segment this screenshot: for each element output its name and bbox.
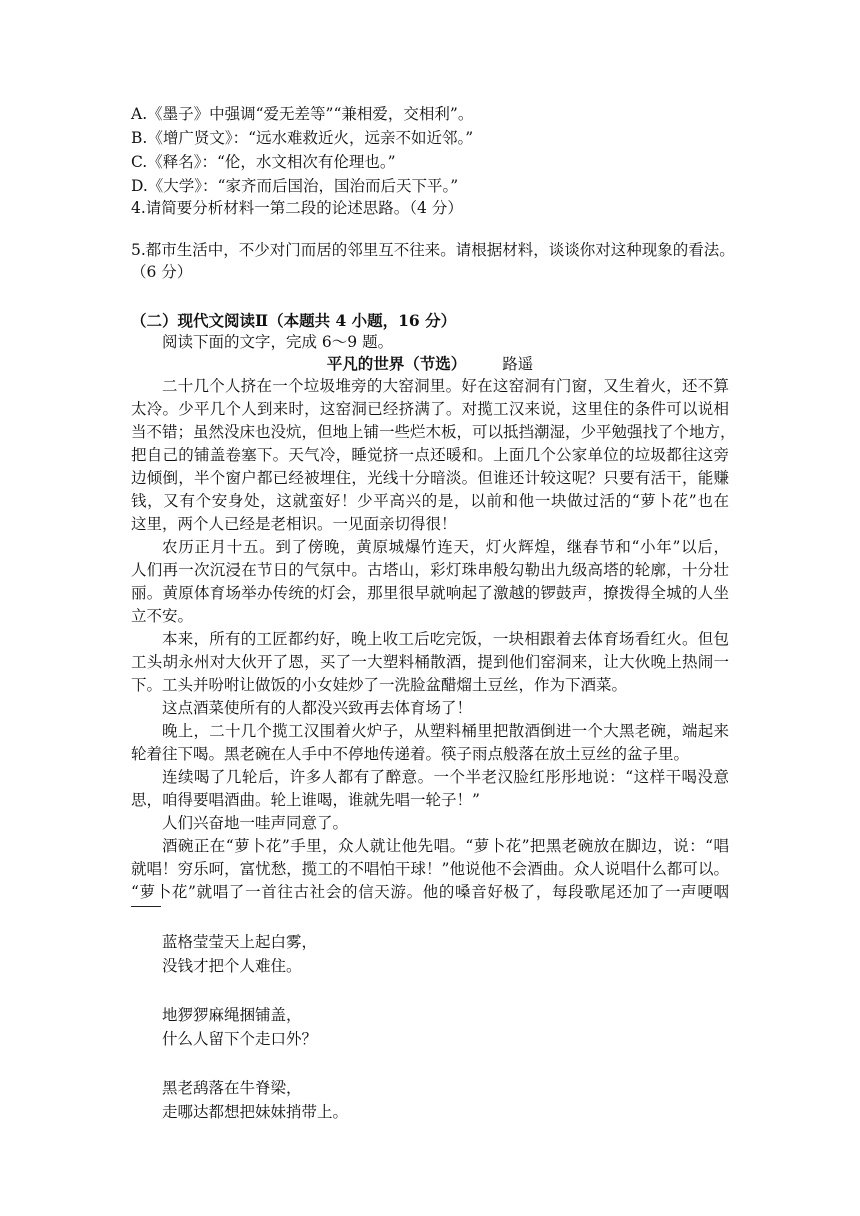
song-line: 黑老鸹落在牛脊梁， — [162, 1079, 302, 1097]
passage-line: 丽。黄原体育场举办传统的灯会，那里很早就响起了激越的锣鼓声，撩拨得全城的人坐 — [131, 584, 729, 602]
passage-line: 太冷。少平几个人到来时，这窑洞已经挤满了。对揽工汉来说，这里住的条件可以说相 — [131, 400, 729, 418]
passage-line: 思，咱得要唱酒曲。轮上谁喝，谁就先唱一轮子！” — [131, 791, 480, 809]
section-instruction: 阅读下面的文字，完成 6～9 题。 — [162, 333, 394, 351]
passage-line: 酒碗正在“萝卜花”手里，众人就让他先唱。“萝卜花”把黑老碗放在脚边，说：“唱 — [162, 837, 729, 855]
passage-line: 下。工头并吩咐让做饭的小女娃炒了一洗脸盆醋熘土豆丝，作为下酒菜。 — [131, 676, 628, 694]
song-line: 走哪达都想把妹妹捎带上。 — [162, 1103, 349, 1121]
option-c: C.《释名》：“伦，水文相次有伦理也。” — [131, 153, 396, 171]
song-line: 什么人留下个走口外？ — [162, 1030, 318, 1048]
passage-line: 二十几个人挤在一个垃圾堆旁的大窑洞里。好在这窑洞有门窗，又生着火，还不算 — [162, 377, 729, 395]
song-line: 蓝格莹莹天上起白雾， — [162, 933, 318, 951]
passage-title-line — [0, 354, 860, 374]
passage-line: 把自己的铺盖卷塞下。天气冷，睡觉挤一点还暖和。上面几个公家单位的垃圾都往这旁 — [131, 446, 729, 464]
passage-line: 轮着往下喝。黑老碗在人手中不停地传递着。筷子雨点般落在放土豆丝的盆子里。 — [131, 745, 690, 763]
option-b: B.《增广贤文》：“远水难救近火，远亲不如近邻。” — [131, 129, 474, 147]
question-5-score: （6 分） — [131, 263, 193, 281]
question-5-line: 5.都市生活中，不少对门而居的邻里互不往来。请根据材料，谈谈你对这种现象的看法。 — [131, 241, 735, 259]
passage-line: 连续喝了几轮后，许多人都有了醉意。一个半老汉脸红彤彤地说：“这样干喝没意 — [162, 768, 729, 786]
passage-line: 就唱！穷乐呵，富忧愁，揽工的不唱怕干球！”他说他不会酒曲。众人说唱什么都可以。 — [131, 860, 729, 878]
passage-line: 这里，两个人已经是老相识。一见面亲切得很！ — [131, 515, 457, 533]
passage-line: 本来，所有的工匠都约好，晚上收工后吃完饭，一块相跟着去体育场看红火。但包 — [162, 630, 729, 648]
option-d: D.《大学》：“家齐而后国治，国治而后天下平。” — [131, 177, 459, 195]
passage-line: 人们兴奋地一哇声同意了。 — [162, 814, 349, 832]
question-4: 4.请简要分析材料一第二段的论述思路。（4 分） — [131, 199, 463, 217]
passage-line: 晚上，二十几个揽工汉围着火炉子，从塑料桶里把散酒倒进一个大黑老碗，端起来 — [162, 722, 729, 740]
passage-line: 立不安。 — [131, 607, 194, 625]
passage-line: 农历正月十五。到了傍晚，黄原城爆竹连天，灯火辉煌，继春节和“小年”以后， — [162, 538, 729, 556]
passage-line: “萝卜花”就唱了一首往古社会的信天游。他的嗓音好极了，每段歌尾还加了一声哽咽 — [131, 883, 729, 901]
option-a: A.《墨子》中强调“爱无差等”“兼相爱，交相利”。 — [131, 105, 474, 123]
section-heading: （二）现代文阅读Ⅱ（本题共 4 小题，16 分） — [131, 311, 457, 330]
passage-line: 人们再一次沉浸在节日的气氛中。古塔山，彩灯珠串般勾勒出九级高塔的轮廓，十分壮 — [131, 561, 729, 579]
passage-line: 边倾倒，半个窗户都已经被埋住，光线十分暗淡。但谁还计较这呢？只要有活干，能赚 — [131, 469, 729, 487]
song-line: 没钱才把个人难住。 — [162, 957, 302, 975]
passage-title: 平凡的世界（节选） — [326, 354, 467, 373]
passage-line: 这点酒菜使所有的人都没兴致再去体育场了！ — [162, 699, 473, 717]
passage-line: 当不错；虽然没床也没炕，但地上铺一些烂木板，可以抵挡潮湿，少平勉强找了个地方， — [131, 423, 736, 441]
song-line: 地猡猡麻绳捆铺盖， — [162, 1006, 302, 1024]
passage-line: 钱，又有个安身处，这就蛮好！少平高兴的是，以前和他一块做过活的“萝卜花”也在 — [131, 492, 729, 510]
passage-line: 工头胡永州对大伙开了恩，买了一大塑料桶散酒，提到他们窑洞来，让大伙晚上热闹一 — [131, 653, 729, 671]
passage-author: 路遥 — [502, 355, 534, 373]
dash-rule — [131, 906, 161, 907]
